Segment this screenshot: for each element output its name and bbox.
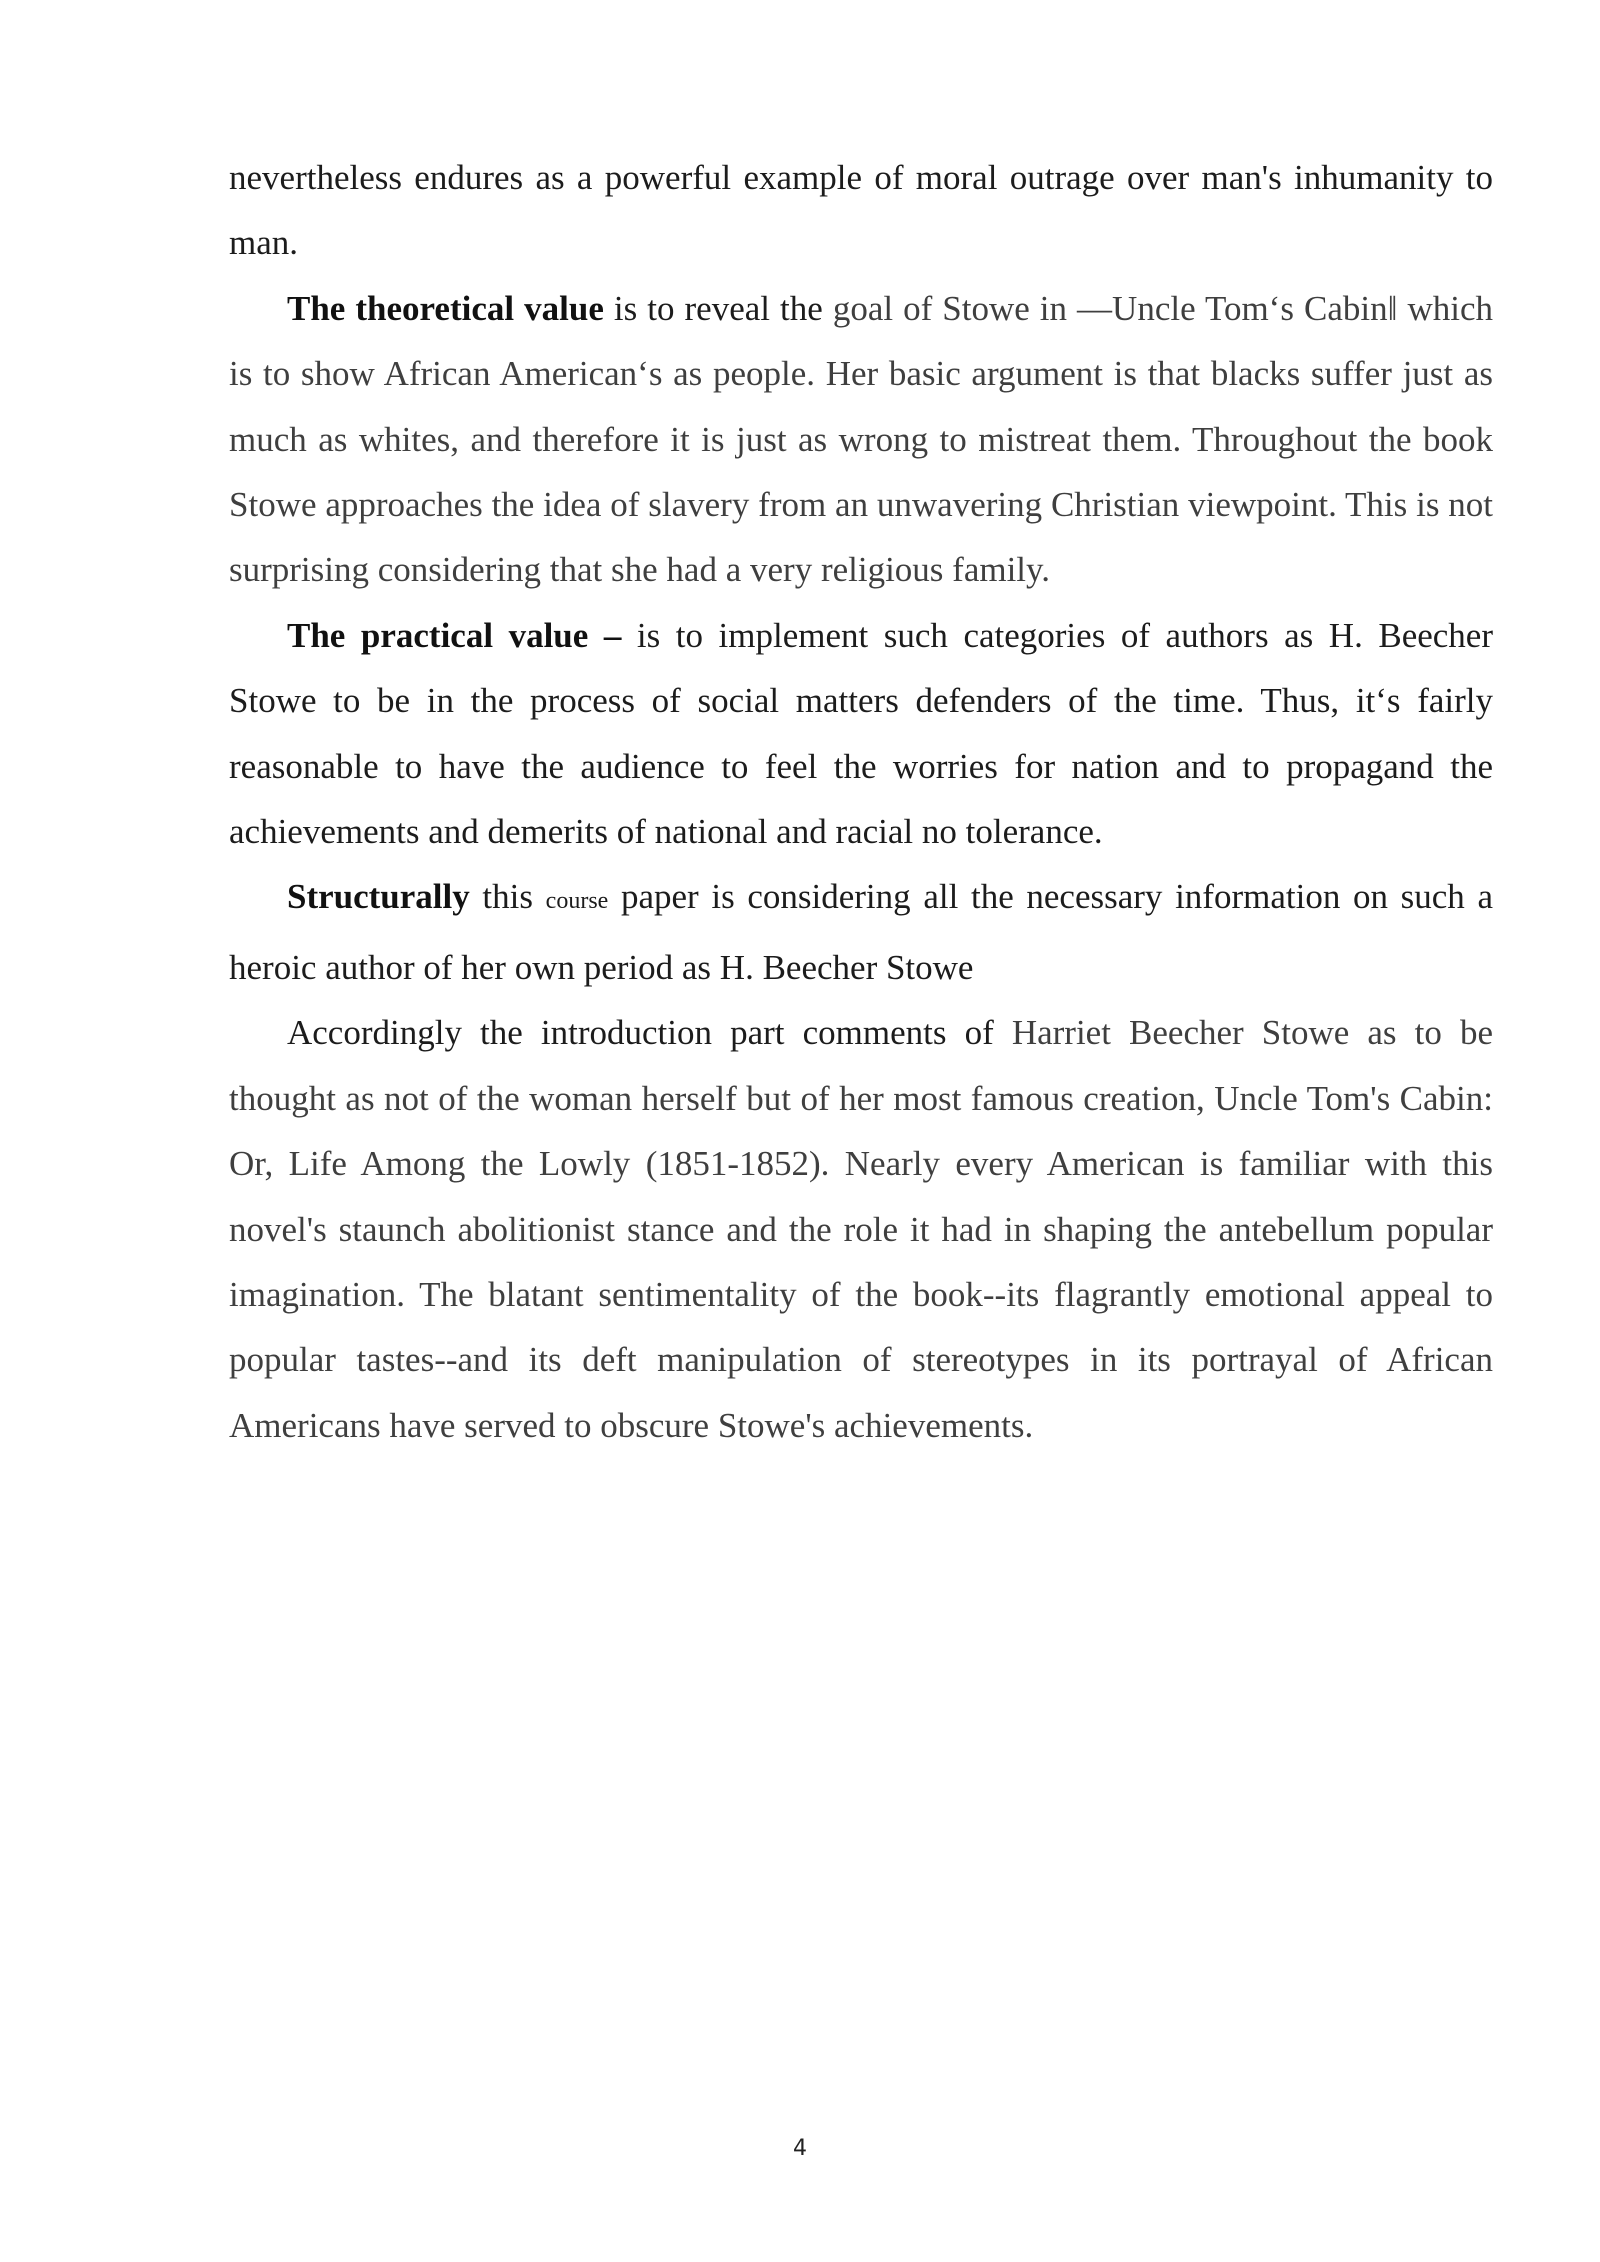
heading-structurally: Structurally bbox=[287, 877, 470, 917]
heading-practical-value: The practical value – bbox=[287, 615, 622, 655]
paragraph-continuation bbox=[229, 145, 1493, 276]
paragraph-structure bbox=[229, 864, 1493, 1000]
paragraph-pre-text: this bbox=[469, 877, 546, 917]
paragraph-text: nevertheless endures as a powerful example of moral outrage over man's inhumanity to man. bbox=[229, 158, 1493, 263]
page-number: 4 bbox=[793, 2136, 807, 2161]
heading-theoretical-value: The theoretical value bbox=[287, 288, 604, 328]
paragraph-lead-text: is to reveal the bbox=[603, 288, 833, 328]
paragraph-introduction bbox=[229, 1000, 1493, 1458]
paragraph-text: paper is considering all the necessary information on such a heroic author of her own period as H. Beecher Stowe bbox=[229, 877, 1493, 987]
paragraph-lead-text: Accordingly the introduction part comments of bbox=[287, 1013, 1012, 1053]
paragraph-theoretical-value bbox=[229, 276, 1493, 603]
paragraph-text: goal of Stowe in —Uncle Tom‘s Cabin‖ which is to show African American‘s as people. Her basic argument is that blacks suffer just as much as whites, and therefore it is just as wrong to mistreat them. Throughout the book Stowe approaches the idea of slavery from an unwavering Christian viewpoint. This is not surprising considering that she had a very religious family. bbox=[229, 288, 1493, 590]
paragraph-text: is to implement such categories of authors as H. Beecher Stowe to be in the process of social matters defenders of the time. Thus, it‘s fairly reasonable to have the audience to feel the worries for nation and to propagand the achievements and demerits of national and racial no tolerance. bbox=[229, 615, 1493, 852]
paragraph-practical-value bbox=[229, 603, 1493, 865]
paragraph-small-word: course bbox=[545, 888, 609, 915]
body-text bbox=[229, 145, 1493, 1458]
paragraph-text: Harriet Beecher Stowe as to be thought as not of the woman herself but of her most famous creation, Uncle Tom's Cabin: Or, Life Among the Lowly (1851-1852). Nearly every American is familiar with this novel's staunch abolitionist stance and the role it had in shaping the antebellum popular imagination. The blatant sentimentality of the book--its flagrantly emotional appeal to popular tastes--and its deft manipulation of stereotypes in its portrayal of African Americans have served to obscure Stowe's achievements. bbox=[229, 1013, 1493, 1445]
